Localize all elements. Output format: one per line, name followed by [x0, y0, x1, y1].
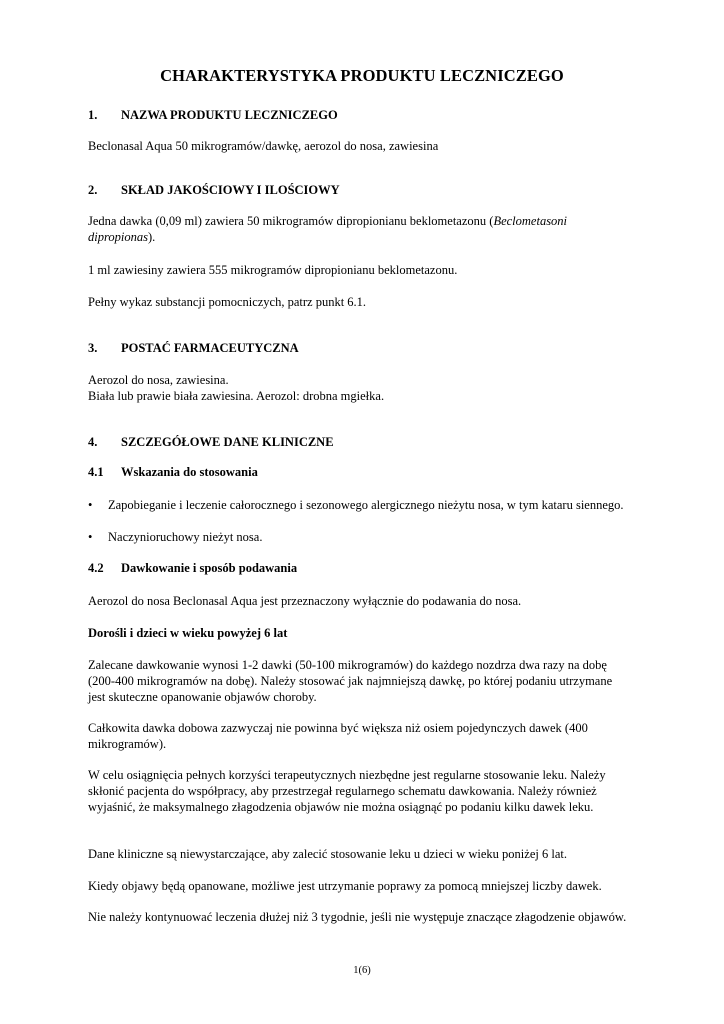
section-4-2-number: 4.2 [88, 561, 104, 575]
section-2-p1-end: ). [147, 230, 156, 244]
section-2-heading [88, 183, 340, 198]
section-4-1-number: 4.1 [88, 465, 104, 479]
section-4-2-paragraph-2: Zalecane dawkowanie wynosi 1-2 dawki (50-100 mikrogramów) do każdego nozdrza dwa razy na dobę (200-400 mikrogramów na dobę). Należy stosować jak najmniejszą dawkę, po której podaniu utrzymane jest skuteczne opanowanie objawów choroby. [88, 658, 613, 704]
section-2-number: 2. [88, 183, 98, 197]
section-1-number: 1. [88, 108, 98, 122]
section-4-title: SZCZEGÓŁOWE DANE KLINICZNE [121, 435, 334, 449]
section-3-line-1: Aerozol do nosa, zawiesina. [88, 373, 229, 387]
indication-text: Zapobieganie i leczenie całorocznego i sezonowego alergicznego nieżytu nosa, w tym kataru siennego. [108, 498, 624, 512]
section-3-paragraph [88, 372, 628, 404]
section-4-2-heading [88, 561, 297, 576]
section-4-number: 4. [88, 435, 98, 449]
section-2-p1-latin-name: Beclometasoni dipropionas [88, 214, 568, 244]
section-4-2-paragraph-6: Kiedy objawy będą opanowane, możliwe jest utrzymanie poprawy za pomocą mniejszej liczby dawek. [88, 879, 602, 893]
section-1-title: NAZWA PRODUKTU LECZNICZEGO [121, 108, 338, 122]
section-4-2-title: Dawkowanie i sposób podawania [121, 561, 298, 575]
section-4-2-paragraph-1: Aerozol do nosa Beclonasal Aqua jest przeznaczony wyłącznie do podawania do nosa. [88, 594, 522, 608]
section-3-title: POSTAĆ FARMACEUTYCZNA [121, 341, 299, 355]
section-4-2-paragraph-3: Całkowita dawka dobowa zazwyczaj nie powinna być większa niż osiem pojedynczych dawek (400 mikrogramów). [88, 721, 588, 751]
indication-list-item [88, 529, 628, 545]
section-3-line-2: Biała lub prawie biała zawiesina. Aerozol: drobna mgiełka. [88, 389, 385, 403]
section-2-paragraph-2: 1 ml zawiesiny zawiera 555 mikrogramów dipropionianu beklometazonu. [88, 263, 458, 277]
section-2-p1-text: Jedna dawka (0,09 ml) zawiera 50 mikrogramów dipropionianu beklometazonu ( [88, 214, 494, 228]
section-4-1-title: Wskazania do stosowania [121, 465, 258, 479]
section-3-number: 3. [88, 341, 98, 355]
section-1-heading [88, 108, 338, 123]
section-4-2-paragraph-4: W celu osiągnięcia pełnych korzyści terapeutycznych niezbędne jest regularne stosowanie leku. Należy skłonić pacjenta do współpracy, aby przestrzegał regularnego schematu dawkowania. Należy również wyjaśnić, że maksymalnego złagodzenia objawów nie można osiągnąć po podaniu kilku dawek leku. [88, 768, 606, 814]
section-2-title: SKŁAD JAKOŚCIOWY I ILOŚCIOWY [121, 183, 340, 197]
section-3-heading [88, 341, 299, 356]
page-number: 1(6) [353, 965, 371, 976]
indication-list-item [88, 497, 628, 513]
document-title: CHARAKTERYSTYKA PRODUKTU LECZNICZEGO [160, 66, 564, 85]
section-4-2-paragraph-7: Nie należy kontynuować leczenia dłużej niż 3 tygodnie, jeśli nie występuje znaczące złagodzenie objawów. [88, 910, 627, 924]
bullet-icon: • [88, 498, 93, 512]
age-group-subheading: Dorośli i dzieci w wieku powyżej 6 lat [88, 626, 288, 640]
section-4-2-paragraph-5: Dane kliniczne są niewystarczające, aby zalecić stosowanie leku u dzieci w wieku poniżej 6 lat. [88, 847, 567, 861]
indication-text: Naczynioruchowy nieżyt nosa. [108, 530, 263, 544]
section-4-heading [88, 435, 334, 450]
section-2-paragraph-3: Pełny wykaz substancji pomocniczych, patrz punkt 6.1. [88, 295, 367, 309]
section-1-paragraph: Beclonasal Aqua 50 mikrogramów/dawkę, aerozol do nosa, zawiesina [88, 139, 439, 153]
section-2-paragraph-1 [88, 213, 628, 245]
bullet-icon: • [88, 530, 93, 544]
section-4-1-heading [88, 465, 258, 480]
